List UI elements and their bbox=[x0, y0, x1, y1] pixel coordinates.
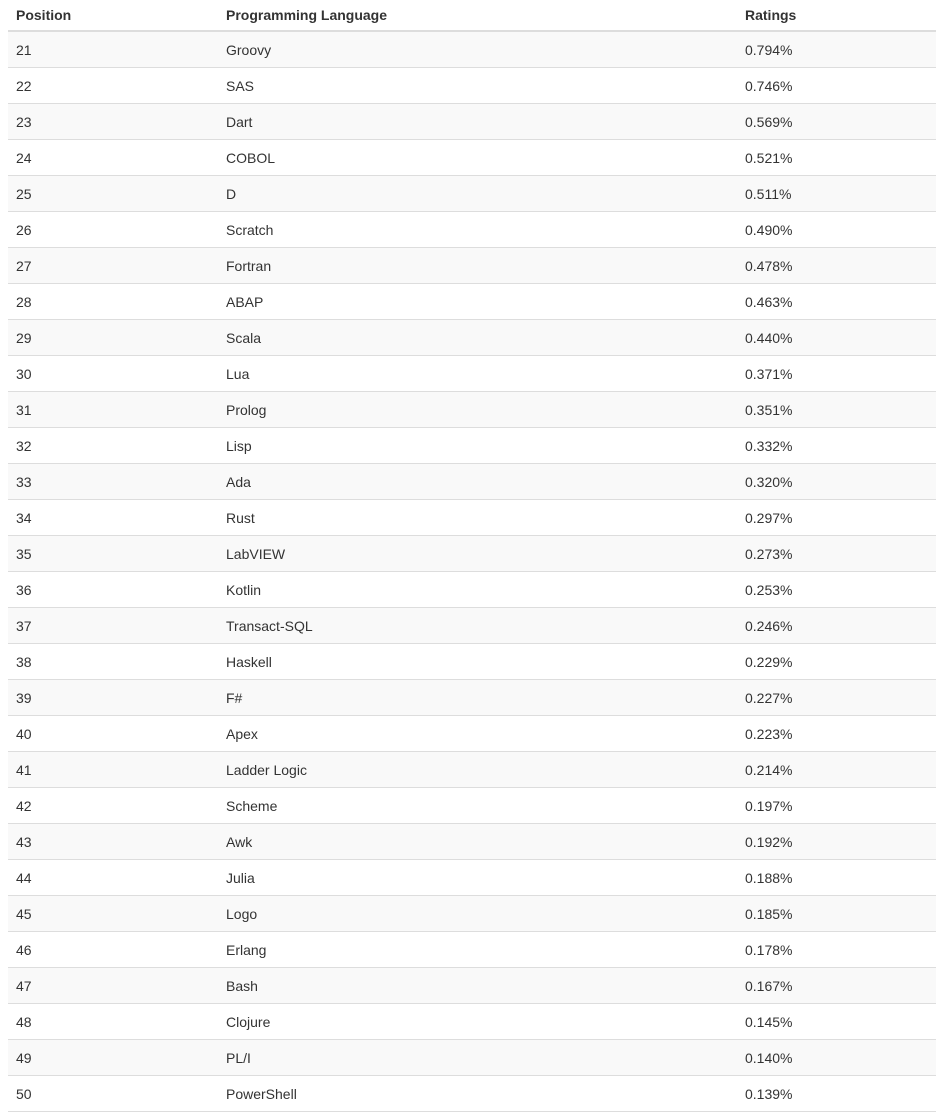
table-row bbox=[8, 932, 936, 968]
cell-language: Julia bbox=[218, 860, 737, 896]
cell-position: 32 bbox=[8, 428, 218, 464]
cell-position: 49 bbox=[8, 1040, 218, 1076]
cell-language: SAS bbox=[218, 68, 737, 104]
cell-rating: 0.192% bbox=[737, 824, 936, 860]
cell-position: 22 bbox=[8, 68, 218, 104]
cell-rating: 0.185% bbox=[737, 896, 936, 932]
table-row bbox=[8, 68, 936, 104]
table-row bbox=[8, 860, 936, 896]
cell-rating: 0.440% bbox=[737, 320, 936, 356]
cell-position: 37 bbox=[8, 608, 218, 644]
cell-language: Prolog bbox=[218, 392, 737, 428]
cell-rating: 0.273% bbox=[737, 536, 936, 572]
table-row bbox=[8, 644, 936, 680]
cell-language: COBOL bbox=[218, 140, 737, 176]
table-row bbox=[8, 680, 936, 716]
cell-language: PL/I bbox=[218, 1040, 737, 1076]
table-row bbox=[8, 428, 936, 464]
table-row bbox=[8, 788, 936, 824]
cell-rating: 0.521% bbox=[737, 140, 936, 176]
cell-rating: 0.197% bbox=[737, 788, 936, 824]
cell-position: 33 bbox=[8, 464, 218, 500]
cell-position: 34 bbox=[8, 500, 218, 536]
cell-language: Kotlin bbox=[218, 572, 737, 608]
cell-rating: 0.351% bbox=[737, 392, 936, 428]
cell-position: 45 bbox=[8, 896, 218, 932]
cell-language: F# bbox=[218, 680, 737, 716]
cell-position: 31 bbox=[8, 392, 218, 428]
cell-language: Apex bbox=[218, 716, 737, 752]
table-row bbox=[8, 716, 936, 752]
ratings-table-container bbox=[8, 0, 936, 1112]
cell-rating: 0.253% bbox=[737, 572, 936, 608]
cell-position: 29 bbox=[8, 320, 218, 356]
cell-rating: 0.297% bbox=[737, 500, 936, 536]
cell-rating: 0.188% bbox=[737, 860, 936, 896]
cell-language: Scala bbox=[218, 320, 737, 356]
cell-position: 46 bbox=[8, 932, 218, 968]
table-row bbox=[8, 464, 936, 500]
cell-position: 48 bbox=[8, 1004, 218, 1040]
table-row bbox=[8, 1076, 936, 1112]
cell-rating: 0.794% bbox=[737, 31, 936, 68]
table-body bbox=[8, 31, 936, 1112]
cell-rating: 0.227% bbox=[737, 680, 936, 716]
cell-position: 39 bbox=[8, 680, 218, 716]
cell-rating: 0.746% bbox=[737, 68, 936, 104]
cell-position: 24 bbox=[8, 140, 218, 176]
cell-language: Ladder Logic bbox=[218, 752, 737, 788]
cell-position: 43 bbox=[8, 824, 218, 860]
cell-rating: 0.214% bbox=[737, 752, 936, 788]
table-row bbox=[8, 1004, 936, 1040]
cell-rating: 0.371% bbox=[737, 356, 936, 392]
table-row bbox=[8, 392, 936, 428]
cell-position: 35 bbox=[8, 536, 218, 572]
ratings-table bbox=[8, 0, 936, 1112]
table-row bbox=[8, 1040, 936, 1076]
cell-rating: 0.229% bbox=[737, 644, 936, 680]
cell-rating: 0.145% bbox=[737, 1004, 936, 1040]
header-row bbox=[8, 0, 936, 31]
cell-rating: 0.490% bbox=[737, 212, 936, 248]
cell-language: Awk bbox=[218, 824, 737, 860]
cell-language: Lua bbox=[218, 356, 737, 392]
table-row bbox=[8, 104, 936, 140]
cell-position: 41 bbox=[8, 752, 218, 788]
cell-rating: 0.332% bbox=[737, 428, 936, 464]
cell-language: Lisp bbox=[218, 428, 737, 464]
cell-language: Ada bbox=[218, 464, 737, 500]
table-header bbox=[8, 0, 936, 31]
cell-language: Rust bbox=[218, 500, 737, 536]
cell-rating: 0.178% bbox=[737, 932, 936, 968]
cell-language: Transact-SQL bbox=[218, 608, 737, 644]
cell-language: Bash bbox=[218, 968, 737, 1004]
header-language: Programming Language bbox=[218, 0, 737, 31]
table-row bbox=[8, 572, 936, 608]
cell-position: 21 bbox=[8, 31, 218, 68]
table-row bbox=[8, 752, 936, 788]
cell-rating: 0.139% bbox=[737, 1076, 936, 1112]
cell-rating: 0.223% bbox=[737, 716, 936, 752]
table-row bbox=[8, 968, 936, 1004]
cell-position: 50 bbox=[8, 1076, 218, 1112]
cell-language: Groovy bbox=[218, 31, 737, 68]
table-row bbox=[8, 248, 936, 284]
table-row bbox=[8, 31, 936, 68]
cell-language: Fortran bbox=[218, 248, 737, 284]
table-row bbox=[8, 536, 936, 572]
header-ratings: Ratings bbox=[737, 0, 936, 31]
table-row bbox=[8, 140, 936, 176]
cell-position: 27 bbox=[8, 248, 218, 284]
cell-language: Clojure bbox=[218, 1004, 737, 1040]
cell-language: Logo bbox=[218, 896, 737, 932]
table-row bbox=[8, 896, 936, 932]
cell-position: 25 bbox=[8, 176, 218, 212]
table-row bbox=[8, 500, 936, 536]
cell-position: 30 bbox=[8, 356, 218, 392]
cell-position: 23 bbox=[8, 104, 218, 140]
cell-position: 47 bbox=[8, 968, 218, 1004]
table-row bbox=[8, 356, 936, 392]
header-position: Position bbox=[8, 0, 218, 31]
cell-language: PowerShell bbox=[218, 1076, 737, 1112]
table-row bbox=[8, 176, 936, 212]
cell-position: 44 bbox=[8, 860, 218, 896]
cell-language: Scratch bbox=[218, 212, 737, 248]
cell-language: Erlang bbox=[218, 932, 737, 968]
cell-position: 42 bbox=[8, 788, 218, 824]
cell-position: 36 bbox=[8, 572, 218, 608]
table-row bbox=[8, 608, 936, 644]
cell-rating: 0.478% bbox=[737, 248, 936, 284]
cell-rating: 0.463% bbox=[737, 284, 936, 320]
cell-language: Scheme bbox=[218, 788, 737, 824]
cell-language: D bbox=[218, 176, 737, 212]
cell-position: 40 bbox=[8, 716, 218, 752]
cell-position: 38 bbox=[8, 644, 218, 680]
table-row bbox=[8, 284, 936, 320]
table-row bbox=[8, 320, 936, 356]
cell-language: Dart bbox=[218, 104, 737, 140]
cell-language: ABAP bbox=[218, 284, 737, 320]
cell-rating: 0.511% bbox=[737, 176, 936, 212]
cell-language: LabVIEW bbox=[218, 536, 737, 572]
table-row bbox=[8, 824, 936, 860]
table-row bbox=[8, 212, 936, 248]
cell-rating: 0.246% bbox=[737, 608, 936, 644]
cell-position: 26 bbox=[8, 212, 218, 248]
cell-rating: 0.569% bbox=[737, 104, 936, 140]
cell-position: 28 bbox=[8, 284, 218, 320]
cell-language: Haskell bbox=[218, 644, 737, 680]
cell-rating: 0.140% bbox=[737, 1040, 936, 1076]
cell-rating: 0.167% bbox=[737, 968, 936, 1004]
cell-rating: 0.320% bbox=[737, 464, 936, 500]
